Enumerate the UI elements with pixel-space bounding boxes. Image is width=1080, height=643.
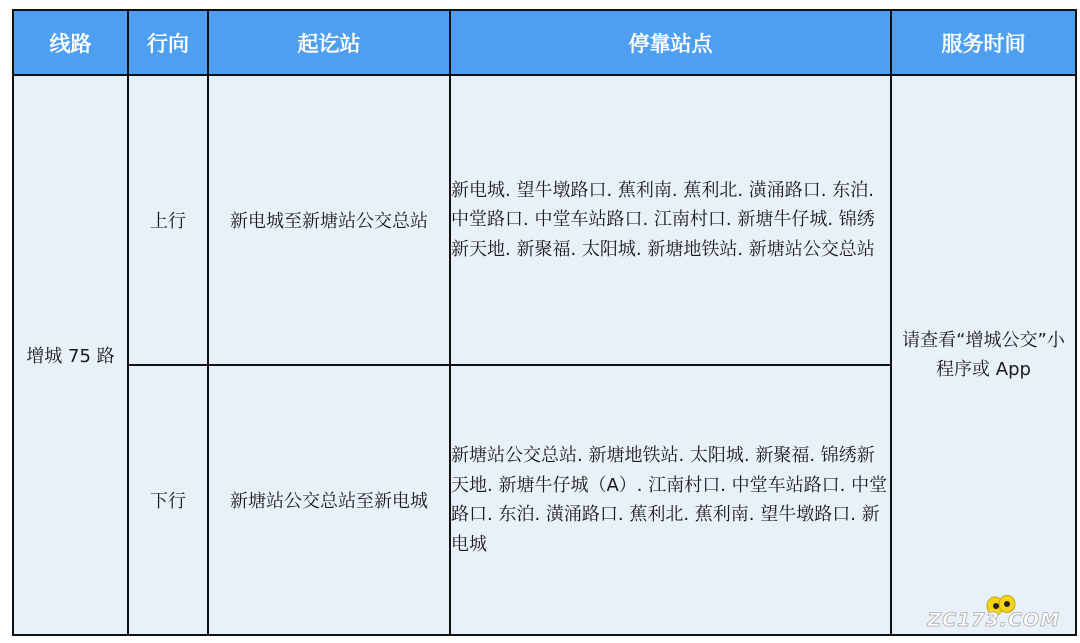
stops-cell-up: 新电城. 望牛墩路口. 蕉利南. 蕉利北. 潢涌路口. 东泊. 中堂路口. 中堂车站路口. 江南村口. 新塘牛仔城. 锦绣新天地. 新聚福. 太阳城. 新塘地铁站. 新塘站公交总站 bbox=[450, 75, 891, 365]
route-name-cell: 增城 75 路 bbox=[13, 75, 128, 635]
service-time-text: 请查看“增城公交”小程序或 App bbox=[902, 330, 1065, 380]
header-terminals: 起讫站 bbox=[208, 10, 450, 75]
service-time-cell bbox=[891, 75, 1076, 635]
terminals-cell-down: 新塘站公交总站至新电城 bbox=[208, 365, 450, 635]
header-stops: 停靠站点 bbox=[450, 10, 891, 75]
table-row-up bbox=[13, 75, 1076, 365]
direction-cell-up: 上行 bbox=[128, 75, 208, 365]
header-service-time: 服务时间 bbox=[891, 10, 1076, 75]
direction-cell-down: 下行 bbox=[128, 365, 208, 635]
route-schedule-table bbox=[12, 9, 1077, 636]
terminals-cell-up: 新电城至新塘站公交总站 bbox=[208, 75, 450, 365]
watermark bbox=[927, 601, 1060, 633]
header-direction: 行向 bbox=[128, 10, 208, 75]
watermark-text: ZC173.COM bbox=[927, 609, 1060, 631]
stops-cell-down: 新塘站公交总站. 新塘地铁站. 太阳城. 新聚福. 锦绣新天地. 新塘牛仔城（A）. 江南村口. 中堂车站路口. 中堂路口. 东泊. 潢涌路口. 蕉利北. 蕉利南. 望牛墩路口. 新电城 bbox=[450, 365, 891, 635]
header-row bbox=[13, 10, 1076, 75]
header-route: 线路 bbox=[13, 10, 128, 75]
